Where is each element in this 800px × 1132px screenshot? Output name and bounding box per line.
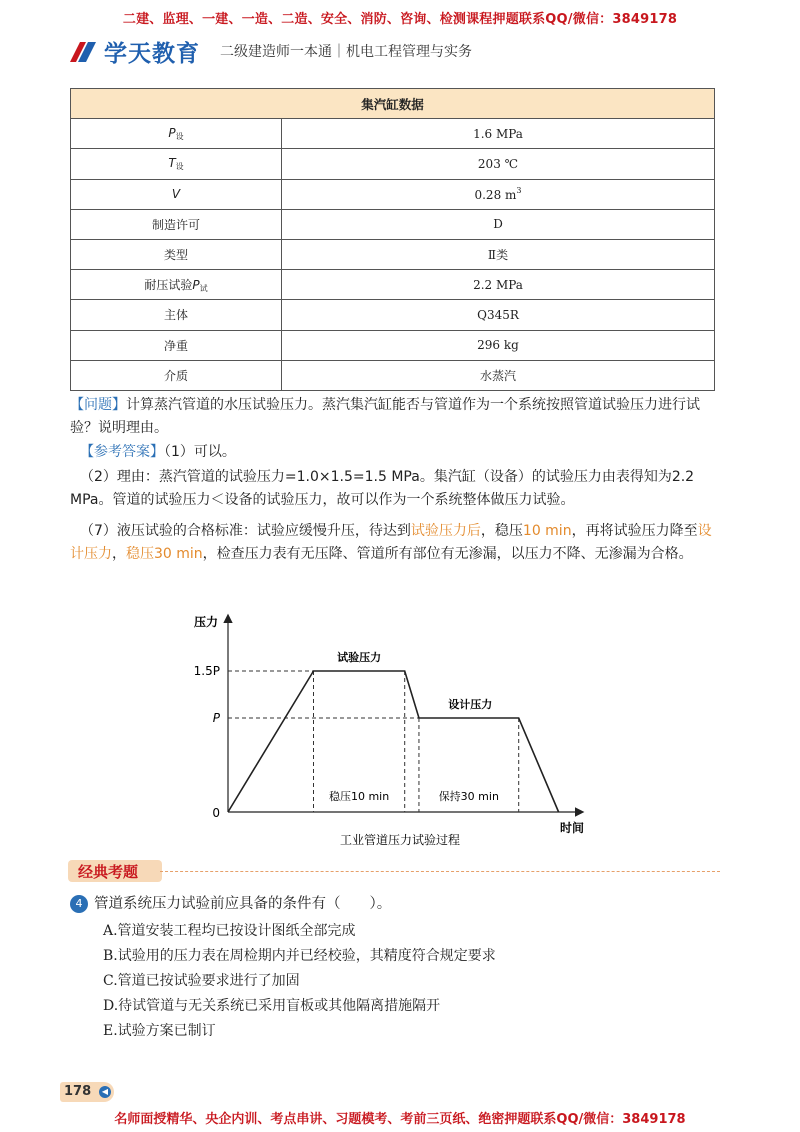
chart-title: 工业管道压力试验过程 xyxy=(339,833,461,847)
table-title: 集汽缸数据 xyxy=(71,89,715,119)
table-cell-value: Q345R xyxy=(282,300,715,330)
answer-paragraph-7: （7）液压试验的合格标准：试验应缓慢升压，待达到试验压力后，稳压10 min，再将试验压力降至设计压力，稳压30 min，检查压力表有无压降、管道所有部位有无渗漏，以压力不降、无渗漏为合格。 xyxy=(70,523,712,562)
data-table xyxy=(70,88,715,391)
option-b: B.试验用的压力表在周检期内并已经校验，其精度符合规定要求 xyxy=(103,948,496,964)
page-number: 178 ◀ xyxy=(60,1082,114,1102)
table-row xyxy=(71,149,715,179)
top-banner: 二建、监理、一建、一造、二造、安全、消防、咨询、检测课程押题联系QQ/微信：3849178 xyxy=(122,12,678,27)
annotation-design-pressure: 设计压力 xyxy=(448,698,493,711)
table-cell-label: 净重 xyxy=(71,330,282,360)
x-axis-label: 时间 xyxy=(559,821,585,835)
logo-text: 学天教育 xyxy=(104,40,200,67)
page-arrow-icon: ◀ xyxy=(99,1086,111,1098)
table-cell-value: 296 kg xyxy=(282,330,715,360)
question-text: 计算蒸汽管道的水压试验压力。蒸汽集汽缸能否与管道作为一个系统按照管道试验压力进行试验？说明理由。 xyxy=(70,397,700,436)
exam-question xyxy=(70,892,391,913)
table-cell-value: 203 ℃ xyxy=(282,149,715,179)
table-row xyxy=(71,239,715,269)
table-cell-label: $P_设$ xyxy=(71,119,282,149)
pressure-chart xyxy=(193,608,600,848)
table-row xyxy=(71,119,715,149)
table-cell-label: $T_设$ xyxy=(71,149,282,179)
question-tag: 【问题】 xyxy=(70,397,126,413)
answer-paragraph-1: 【参考答案】（1）可以。 xyxy=(80,444,236,460)
option-e: E.试验方案已制订 xyxy=(103,1023,216,1039)
table-cell-value: 1.6 MPa xyxy=(282,119,715,149)
header-subtitle: 二级建造师一本通｜机电工程管理与实务 xyxy=(220,44,472,60)
section-header xyxy=(68,858,718,884)
question-number: 4 xyxy=(70,895,88,913)
bottom-banner: 名师面授精华、央企内训、考点串讲、习题模考、考前三页纸、绝密押题联系QQ/微信：3849178 xyxy=(114,1112,686,1127)
table-cell-label: 主体 xyxy=(71,300,282,330)
table-cell-value: Ⅱ类 xyxy=(282,239,715,269)
logo-icon xyxy=(68,38,98,64)
table-cell-value: D xyxy=(282,209,715,239)
table-cell-label: 制造许可 xyxy=(71,209,282,239)
table-row xyxy=(71,330,715,360)
question-paragraph xyxy=(70,394,720,440)
pressure-line xyxy=(228,671,559,812)
y-tick-p: P xyxy=(212,711,220,725)
option-c: C.管道已按试验要求进行了加固 xyxy=(103,973,300,989)
table-cell-label: 类型 xyxy=(71,239,282,269)
option-a: A.管道安装工程均已按设计图纸全部完成 xyxy=(103,923,356,939)
table-cell-value: 2.2 MPa xyxy=(282,270,715,300)
table-row xyxy=(71,300,715,330)
section-divider xyxy=(160,871,720,872)
table-row xyxy=(71,270,715,300)
pressure-chart-svg xyxy=(193,608,600,848)
table-row xyxy=(71,179,715,209)
annotation-hold-10min: 稳压10 min xyxy=(328,790,390,803)
section-label: 经典考题 xyxy=(78,863,139,881)
answer-paragraph-2: （2）理由：蒸汽管道的试验压力=1.0×1.5=1.5 MPa。集汽缸（设备）的试验压力由表得知为2.2 MPa。管道的试验压力＜设备的试验压力，故可以作为一个系统整体做压力试验。 xyxy=(70,469,695,508)
table-cell-label: V xyxy=(71,179,282,209)
header xyxy=(68,34,748,68)
y-tick-0: 0 xyxy=(212,806,220,820)
answer-tag: 【参考答案】 xyxy=(80,444,164,460)
y-axis-label: 压力 xyxy=(193,615,218,629)
option-d: D.待试管道与无关系统已采用盲板或其他隔离措施隔开 xyxy=(103,998,441,1014)
table-cell-label: 介质 xyxy=(71,360,282,390)
annotation-hold-30min: 保持30 min xyxy=(438,790,499,803)
annotation-test-pressure: 试验压力 xyxy=(337,651,382,664)
question-stem: 管道系统压力试验前应具备的条件有（ ）。 xyxy=(94,896,392,912)
table-cell-label: 耐压试验$P_试$ xyxy=(71,270,282,300)
table-row xyxy=(71,360,715,390)
table-cell-value: 0.28 $m^3$ xyxy=(282,179,715,209)
y-tick-1-5p: 1.5P xyxy=(193,664,220,678)
table-row xyxy=(71,209,715,239)
table-cell-value: 水蒸汽 xyxy=(282,360,715,390)
